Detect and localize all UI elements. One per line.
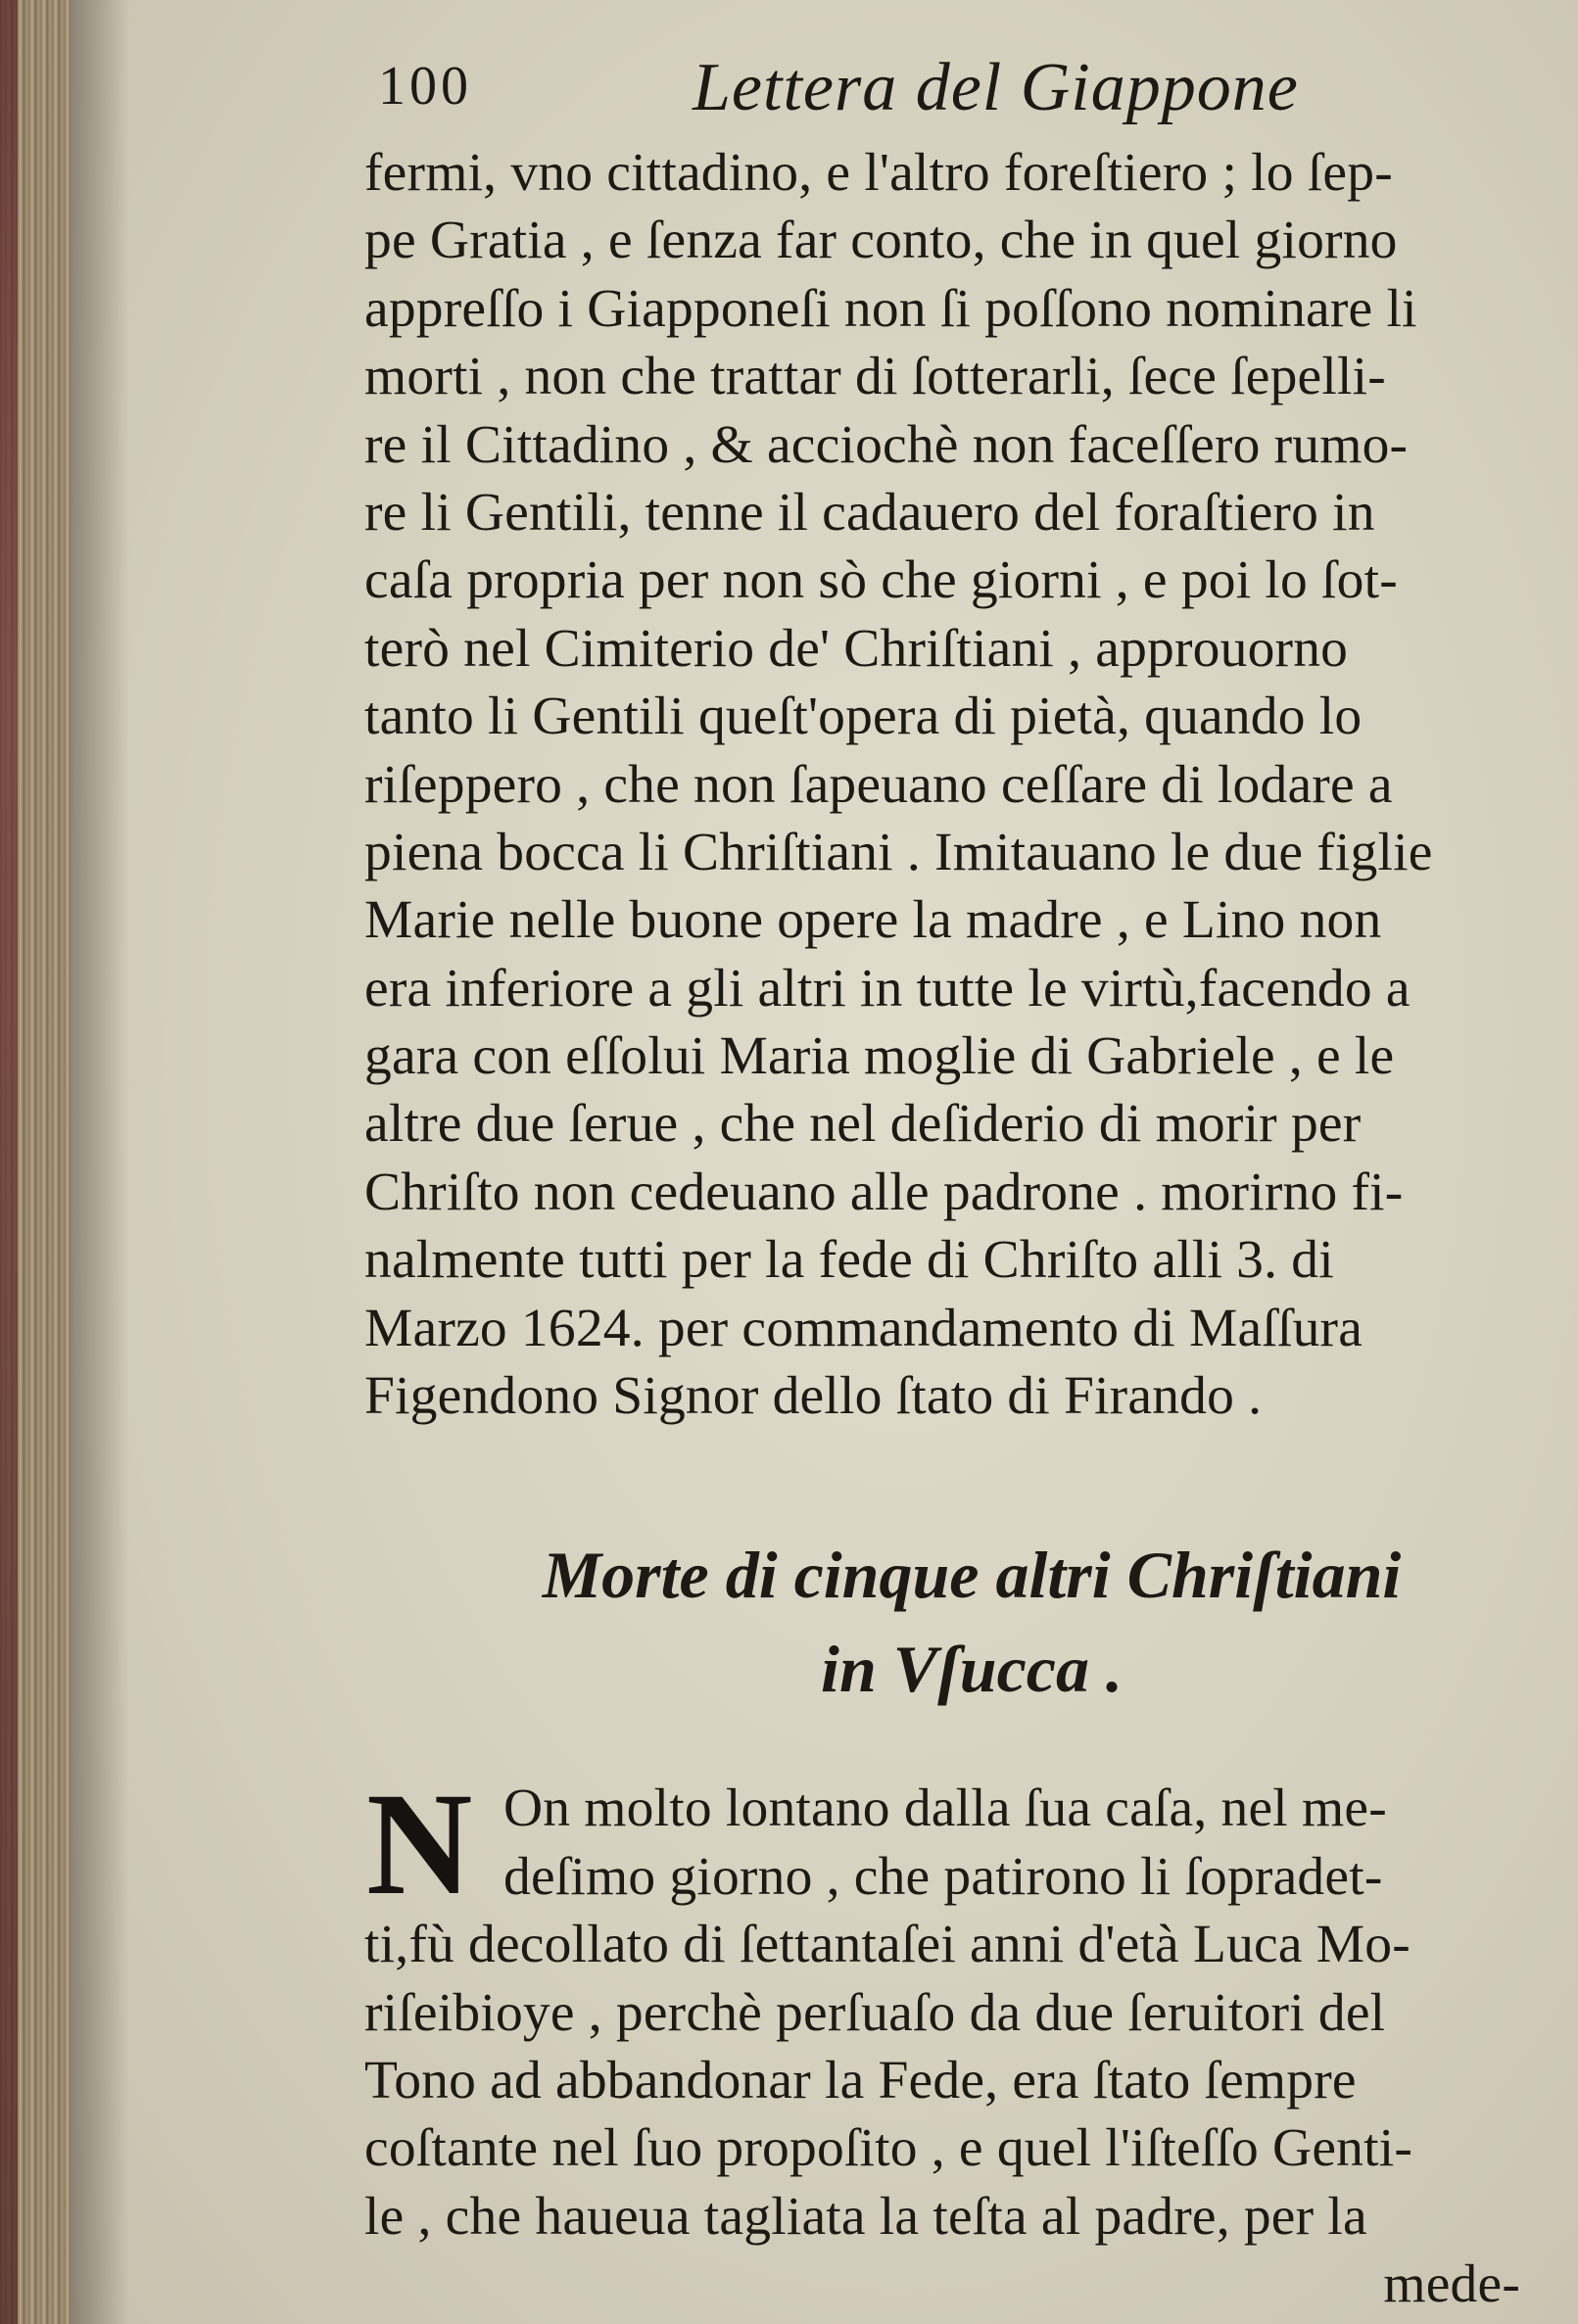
text-line: appreſſo i Giapponeſi non ſi poſſono nominare li (364, 278, 1417, 339)
text-line: Marie nelle buone opere la madre , e Lino non (364, 890, 1382, 951)
text-line: Tono ad abbandonar la Fede, era ſtato ſempre (364, 2050, 1357, 2111)
text-line: Chriſto non cedeuano alle padrone . morirno fi- (364, 1162, 1404, 1222)
running-head (364, 49, 1559, 139)
text-line: deſimo giorno , che patirono li ſopradet- (503, 1846, 1383, 1907)
drop-cap: N (366, 1763, 473, 1926)
text-line: nalmente tutti per la fede di Chriſto alli 3. di (364, 1230, 1334, 1291)
text-line: piena bocca li Chriſtiani . Imitauano le due figlie (364, 822, 1433, 882)
text-line: On molto lontano dalla ſua caſa, nel me- (503, 1779, 1387, 1839)
text-line: morti , non che trattar di ſotterarli, ſece ſepelli- (364, 347, 1386, 407)
text-line: Marzo 1624. per commandamento di Maſſura (364, 1298, 1363, 1358)
text-line: terò nel Cimiterio de' Chriſtiani , approuorno (364, 618, 1349, 679)
text-line: fermi, vno cittadino, e l'altro foreſtiero ; lo ſep- (364, 143, 1393, 203)
text-line: le , che haueua tagliata la teſta al padre, per la (364, 2186, 1367, 2247)
text-line: tanto li Gentili queſt'opera di pietà, quando lo (364, 687, 1363, 747)
text-line: re il Cittadino , & acciochè non faceſſero rumo- (364, 414, 1409, 475)
text-line: Figendono Signor dello ſtato di Firando . (364, 1366, 1263, 1427)
text-line: caſa propria per non sò che giorni , e poi lo ſot- (364, 550, 1398, 611)
book-binding (0, 0, 18, 2324)
text-line: coſtante nel ſuo propoſito , e quel l'iſteſſo Genti- (364, 2118, 1413, 2179)
page-number: 100 (378, 56, 472, 117)
text-line: re li Gentili, tenne il cadauero del foraſtiero in (364, 482, 1375, 543)
text-line: altre due ſerue , che nel deſiderio di morir per (364, 1094, 1362, 1155)
text-line: gara con eſſolui Maria moglie di Gabriele , e le (364, 1026, 1395, 1087)
text-block (364, 49, 1559, 2319)
text-line: riſeppero , che non ſapeuano ceſſare di lodare a (364, 754, 1393, 815)
text-line: era inferiore a gli altri in tutte le virtù,facendo a (364, 958, 1411, 1019)
body-text (364, 139, 1559, 1430)
section-heading-line: in Vſucca . (821, 1632, 1123, 1707)
running-title: Lettera del Giappone (693, 50, 1299, 125)
section-heading-line: Morte di cinque altri Chriſtiani (542, 1538, 1402, 1613)
text-line: ti,fù decollato di ſettantaſei anni d'età Luca Mo- (364, 1915, 1411, 1975)
paragraph (364, 1763, 1559, 2318)
catchword: mede- (1383, 2254, 1520, 2315)
text-line: pe Gratia , e ſenza far conto, che in quel giorno (364, 211, 1398, 271)
page-gutter-shadow (71, 0, 129, 2324)
section-heading (364, 1528, 1559, 1716)
text-line: riſeibioye , perchè perſuaſo da due ſeruitori del (364, 1982, 1386, 2043)
